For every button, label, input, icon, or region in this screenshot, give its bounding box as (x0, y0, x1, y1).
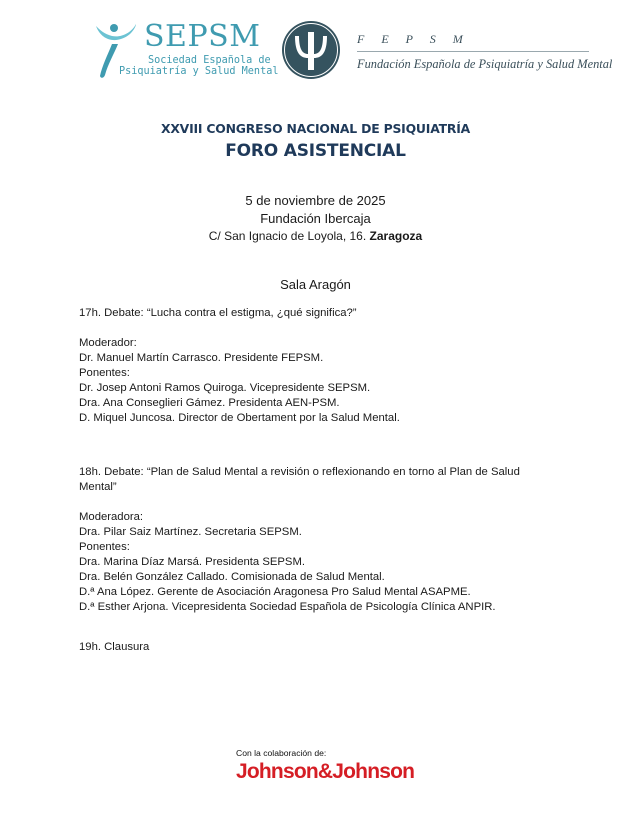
moderator-label: Moderadora: (79, 511, 144, 523)
speaker: Dra. Marina Díaz Marsá. Presidenta SEPSM. (79, 556, 306, 568)
sepsm-subtitle-line1: Sociedad Española de (148, 55, 271, 66)
moderator: Dr. Manuel Martín Carrasco. Presidente FEPSM. (79, 352, 324, 364)
fepsm-wordmark: F E P S M (357, 32, 470, 46)
psi-symbol-icon (281, 20, 341, 80)
sepsm-wordmark: SEPSM (144, 19, 261, 54)
session-title-line1: 18h. Debate: “Plan de Salud Mental a revisión o reflexionando en torno al Plan de Salud (79, 466, 520, 478)
fepsm-divider (357, 51, 589, 52)
sponsor-logo: Johnson&Johnson (236, 760, 415, 783)
event-address (0, 229, 631, 243)
sponsor-label: Con la colaboración de: (236, 748, 327, 758)
sponsor-block (236, 748, 418, 790)
session-title-line2: Mental” (79, 481, 117, 493)
event-room: Sala Aragón (280, 277, 351, 292)
speakers-label: Ponentes: (79, 367, 130, 379)
speaker: Dra. Ana Conseglieri Gámez. Presidenta AEN-PSM. (79, 397, 340, 409)
speaker: D.ª Ana López. Gerente de Asociación Aragonesa Pro Salud Mental ASAPME. (79, 586, 471, 598)
moderator: Dra. Pilar Saiz Martínez. Secretaria SEPSM. (79, 526, 302, 538)
sepsm-logo (92, 18, 279, 80)
speaker: D.ª Esther Arjona. Vicepresidenta Sociedad Española de Psicología Clínica ANPIR. (79, 601, 496, 613)
page-title: FORO ASISTENCIAL (225, 141, 406, 161)
congress-title: XXVIII CONGRESO NACIONAL DE PSIQUIATRÍA (160, 121, 471, 136)
moderator-label: Moderador: (79, 337, 137, 349)
speaker: D. Miquel Juncosa. Director de Obertament por la Salud Mental. (79, 412, 400, 424)
session-1 (79, 306, 400, 426)
fepsm-subtitle: Fundación Española de Psiquiatría y Salud Mental (357, 57, 613, 71)
closing-item: 19h. Clausura (79, 641, 150, 653)
speaker: Dr. Josep Antoni Ramos Quiroga. Vicepresidente SEPSM. (79, 382, 371, 394)
session-title: 17h. Debate: “Lucha contra el estigma, ¿qué significa?” (79, 307, 357, 319)
event-date: 5 de noviembre de 2025 (245, 193, 386, 208)
fepsm-logo (281, 20, 613, 82)
session-2 (79, 465, 520, 615)
speaker: Dra. Belén González Callado. Comisionada de Salud Mental. (79, 571, 385, 583)
speakers-label: Ponentes: (79, 541, 130, 553)
address-city: Zaragoza (369, 229, 423, 243)
sepsm-subtitle-line2: Psiquiatría y Salud Mental (119, 66, 279, 77)
event-venue: Fundación Ibercaja (260, 211, 371, 226)
address-street: C/ San Ignacio de Loyola, 16. (208, 229, 367, 243)
